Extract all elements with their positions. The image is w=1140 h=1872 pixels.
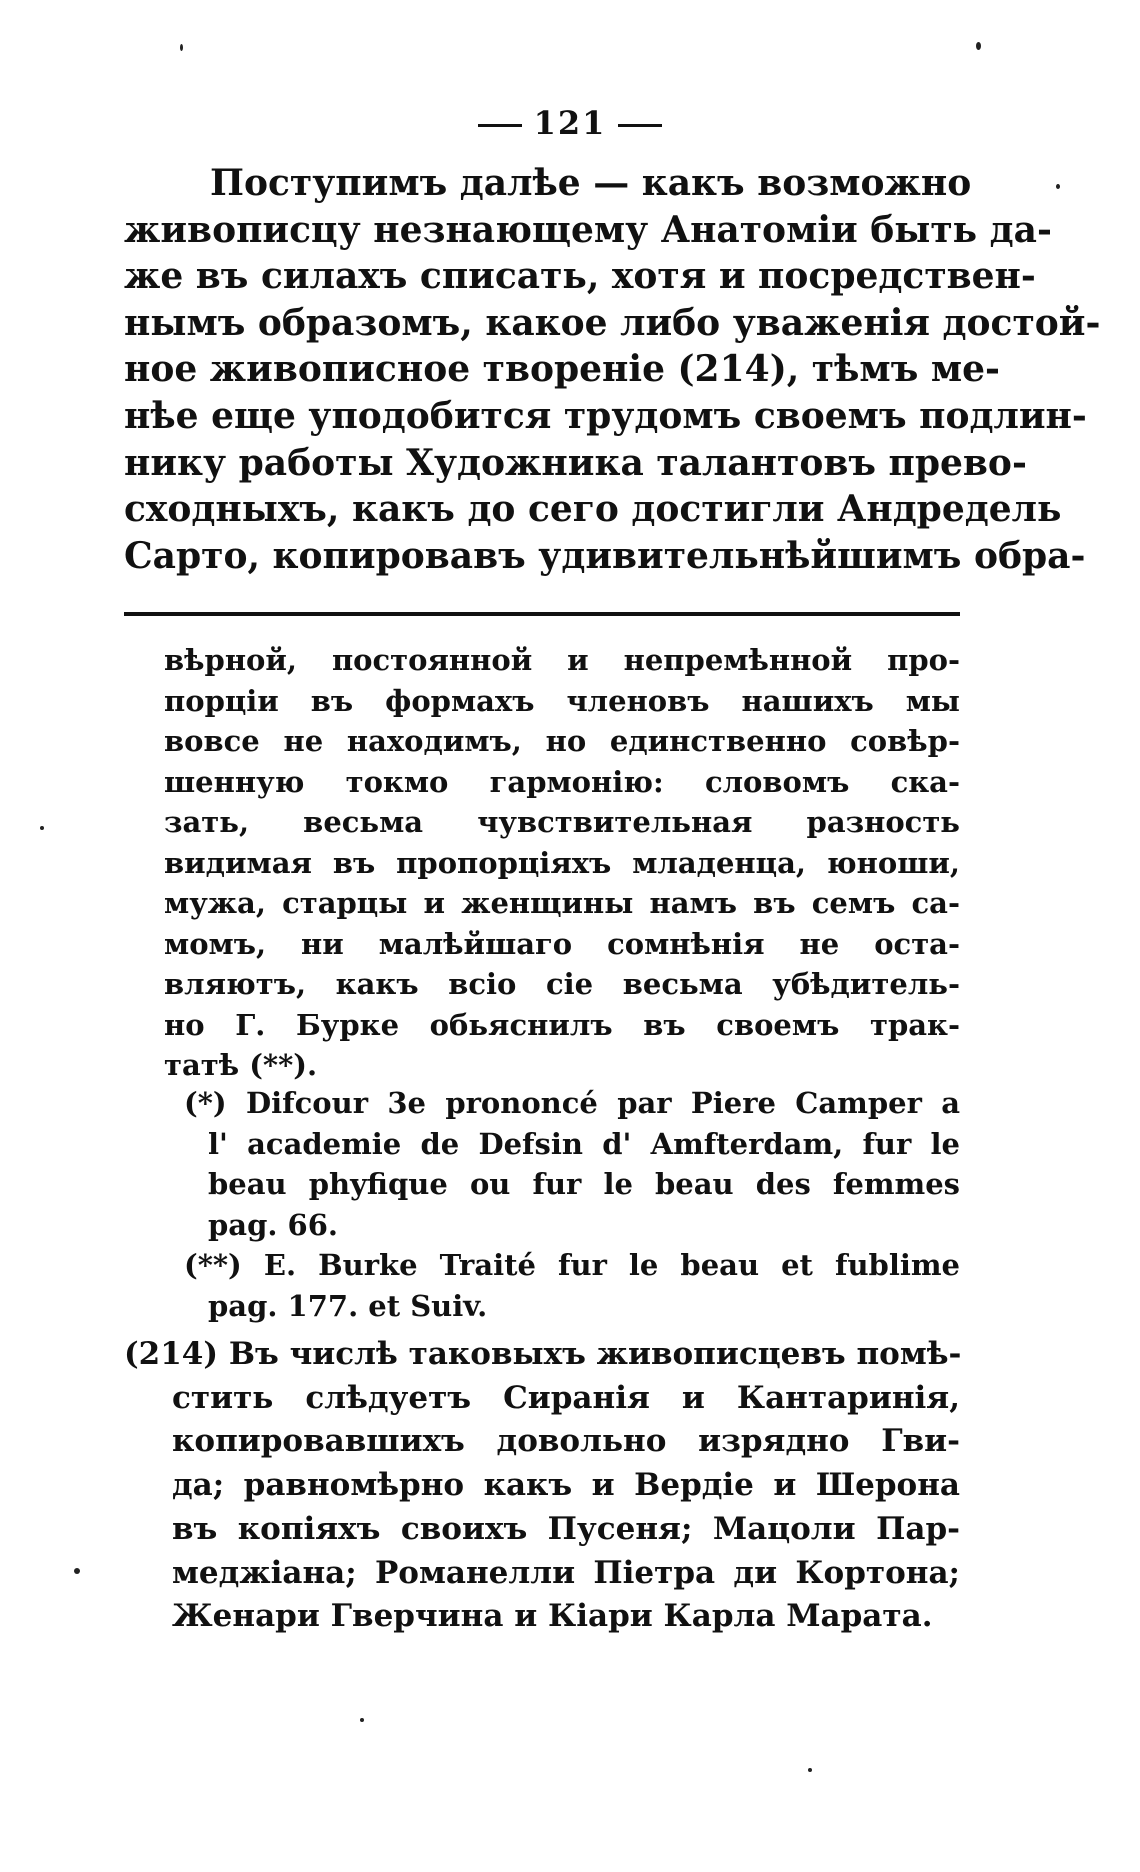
- note-single-star: [184, 1083, 960, 1245]
- footnote-line: вляютъ, какъ всіо сіе весьма убѣдитель-: [164, 967, 960, 1001]
- footnote-continuation: [164, 640, 960, 1086]
- main-line: же въ силахъ списать, хотя и посредствен-: [124, 255, 1036, 298]
- footnote-line: татѣ (**).: [164, 1048, 318, 1082]
- note-text: E. Burke Traité fur le beau et fublime: [263, 1248, 960, 1282]
- speck: [40, 826, 44, 830]
- note-double-star: [184, 1245, 960, 1326]
- note-marker: (**): [184, 1248, 242, 1282]
- speck: [74, 1568, 80, 1574]
- page-header: [0, 104, 1140, 142]
- footnote-214-line: стить слѣдуетъ Сиранія и Кантаринія,: [172, 1379, 960, 1416]
- note-line: pag. 66.: [208, 1207, 338, 1242]
- main-line: сходныхъ, какъ до сего достигли Андредель: [124, 488, 1062, 531]
- main-line: ное живописное твореніе (214), тѣмъ ме-: [124, 348, 1000, 391]
- footnote-line: видимая въ пропорціяхъ младенца, юноши,: [164, 845, 960, 880]
- note-line: l' academie de Defsin d' Amfterdam, fur le: [208, 1126, 960, 1161]
- main-line: живописцу незнающему Анатоміи быть да-: [124, 208, 1052, 251]
- note-line: [184, 1083, 960, 1124]
- sub-notes: [184, 1083, 960, 1326]
- main-line: нику работы Художника талантовъ прево-: [124, 441, 1027, 484]
- note-line: [184, 1245, 960, 1286]
- footnote-line: порціи въ формахъ членовъ нашихъ мы: [164, 683, 960, 718]
- footnote-214-line: Женари Гверчина и Кіари Карла Марата.: [172, 1598, 933, 1635]
- footnote-214-line: [124, 1333, 960, 1377]
- header-dash-left: [478, 124, 522, 127]
- main-line: Сарто, копировавъ удивительнѣйшимъ обра-: [124, 534, 1086, 577]
- page-number: 121: [533, 104, 607, 142]
- footnote-214: [124, 1333, 960, 1639]
- main-paragraph: [124, 160, 1101, 579]
- footnote-214-text: Въ числѣ таковыхъ живописцевъ помѣ-: [228, 1336, 962, 1372]
- footnote-214-line: меджіана; Романелли Піетра ди Кортона;: [172, 1554, 960, 1591]
- note-line: beau phyfique ou fur le beau des femmes: [208, 1167, 960, 1201]
- footnote-214-line: въ копіяхъ своихъ Пусеня; Мацоли Пар-: [172, 1510, 960, 1547]
- footnote-divider: [124, 612, 960, 616]
- speck: [1056, 184, 1060, 189]
- footnote-214-line: копировавшихъ довольно изрядно Гви-: [172, 1423, 960, 1460]
- footnote-line: шенную токмо гармонію: словомъ ска-: [164, 764, 960, 799]
- footnote-214-line: да; равномѣрно какъ и Вердіе и Шерона: [172, 1467, 960, 1504]
- footnote-line: зать, весьма чувствительная разность: [164, 805, 960, 839]
- main-line: нымъ образомъ, какое либо уваженія достой-: [124, 301, 1101, 344]
- footnote-line: мужа, старцы и женщины намъ въ семъ са-: [164, 886, 960, 920]
- footnote-line: вѣрной, постоянной и непремѣнной про-: [164, 643, 960, 677]
- footnote-line: момъ, ни малѣйшаго сомнѣнія не оста-: [164, 926, 960, 961]
- speck: [360, 1718, 364, 1722]
- note-text: Difcour 3e prononcé par Piere Camper a: [245, 1086, 960, 1120]
- speck: [180, 44, 183, 51]
- note-marker: (*): [184, 1086, 227, 1120]
- speck: [808, 1768, 812, 1772]
- main-line: нѣе еще уподобится трудомъ своемъ подлин-: [124, 394, 1087, 437]
- speck: [976, 42, 981, 50]
- footnote-214-marker: (214): [124, 1336, 219, 1372]
- header-dash-right: [618, 124, 662, 127]
- main-line: Поступимъ далѣе — какъ возможно: [210, 162, 972, 204]
- footnote-line: но Г. Бурке обьяснилъ въ своемъ трак-: [164, 1007, 960, 1042]
- note-line: pag. 177. et Suiv.: [208, 1288, 488, 1323]
- footnote-line: вовсе не находимъ, но единственно совѣр-: [164, 724, 960, 758]
